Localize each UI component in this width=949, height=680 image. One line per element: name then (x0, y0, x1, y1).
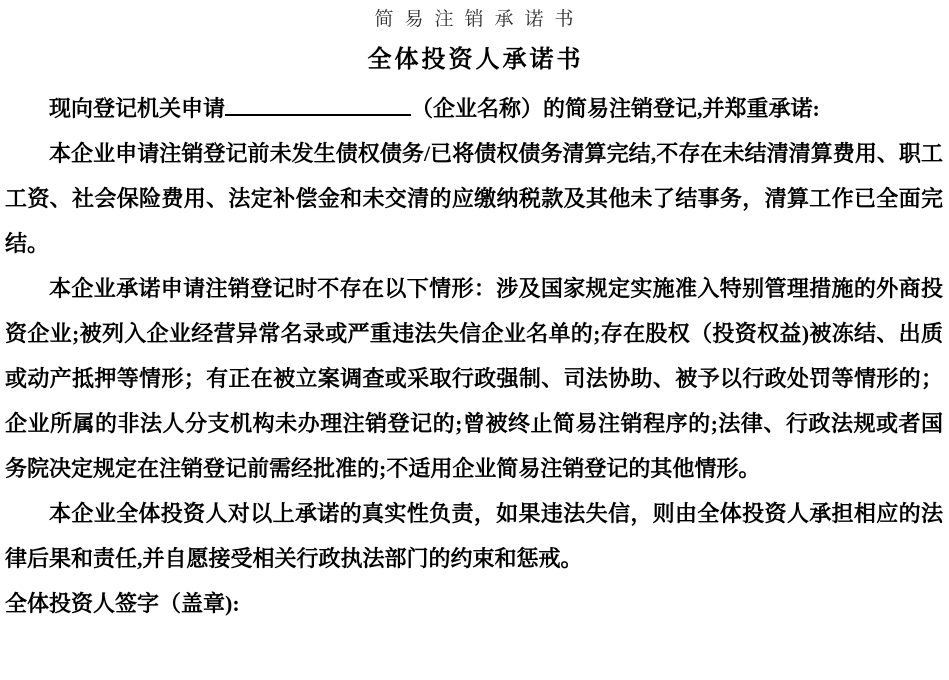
page-title: 全体投资人承诺书 (367, 46, 584, 73)
application-line-suffix: （企业名称）的简易注销登记,并郑重承诺: (411, 96, 820, 121)
paragraph-responsibility: 本企业全体投资人对以上承诺的真实性负责，如果违法失信，则由全体投资人承担相应的法律后果和责任,并自愿接受相关行政执法部门的约束和惩戒。 (5, 501, 943, 571)
paragraph-debt-clearance: 本企业申请注销登记前未发生债权债务/已将债权债务清算完结,不存在未结清清算费用、职工工资、社会保险费用、法定补偿金和未交清的应缴纳税款及其他未了结事务，清算工作已全面完结。 (5, 141, 943, 256)
document-body (5, 86, 943, 626)
signature-label: 全体投资人签字（盖章): (5, 591, 240, 616)
company-name-blank[interactable] (225, 94, 411, 116)
document-header-title: 简易注销承诺书 (374, 9, 585, 30)
application-line (5, 86, 943, 131)
application-line-prefix: 现向登记机关申请 (49, 96, 226, 121)
paragraph-no-prohibited-circumstances: 本企业承诺申请注销登记时不存在以下情形：涉及国家规定实施准入特别管理措施的外商投资企业;被列入企业经营异常名录或严重违法失信企业名单的;存在股权（投资权益)被冻结、出质或动产抵押等情形；有正在被立案调查或采取行政强制、司法协助、被予以行政处罚等情形的；企业所属的非法人分支机构未办理注销登记的;曾被终止简易注销程序的;法律、行政法规或者国务院决定规定在注销登记前需经批准的;不适用企业简易注销登记的其他情形。 (5, 276, 943, 481)
